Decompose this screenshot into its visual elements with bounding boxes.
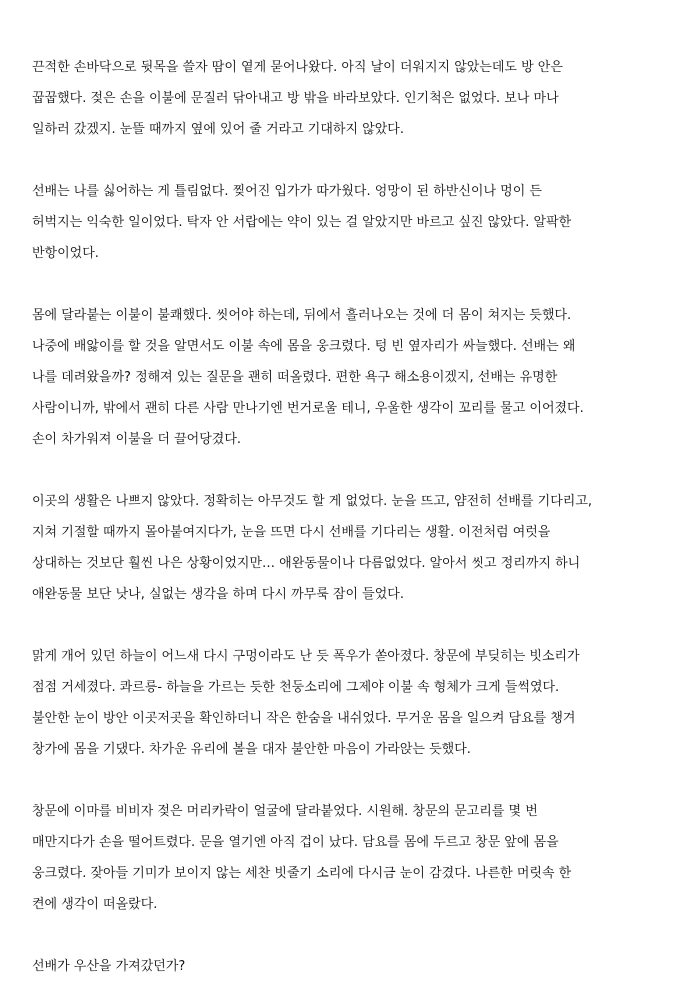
paragraph [32, 176, 682, 269]
text-line: 점점 거세졌다. 콰르릉- 하늘을 가르는 듯한 천둥소리에 그제야 이불 속 형체가 크게 들썩였다. [32, 680, 560, 695]
paragraph [32, 796, 682, 920]
text-line: 몸에 달라붙는 이불이 불쾌했다. 씻어야 하는데, 뒤에서 흘러나오는 것에 더 몸이 쳐지는 듯했다. [32, 308, 572, 323]
text-line: 애완동물 보단 낫나, 실없는 생각을 하며 다시 까무룩 잠이 들었다. [32, 587, 404, 602]
text-line: 지쳐 기절할 때까지 몰아붙여지다가, 눈을 뜨면 다시 선배를 기다리는 생활. 이전처럼 여럿을 [32, 525, 551, 540]
text-line: 허벅지는 익숙한 일이었다. 탁자 안 서랍에는 약이 있는 걸 알았지만 바르고 싶진 않았다. 알팍한 [32, 215, 572, 230]
text-line: 손이 차가워져 이불을 더 끌어당겼다. [32, 432, 242, 447]
text-line: 선배가 우산을 가져갔던가? [32, 959, 186, 974]
text-line: 매만지다가 손을 떨어트렸다. 문을 열기엔 아직 겁이 났다. 담요를 몸에 두르고 창문 앞에 몸을 [32, 835, 559, 850]
text-line: 창문에 이마를 비비자 젖은 머리카락이 얼굴에 달라붙었다. 시원해. 창문의 문고리를 몇 번 [32, 804, 538, 819]
paragraph [32, 52, 682, 145]
paragraph [32, 641, 682, 765]
text-line: 불안한 눈이 방안 이곳저곳을 확인하더니 작은 한숨을 내쉬었다. 무거운 몸을 일으켜 담요를 챙겨 [32, 711, 576, 726]
paragraph [32, 300, 682, 455]
text-line: 끈적한 손바닥으로 뒷목을 쓸자 땀이 옅게 묻어나왔다. 아직 날이 더워지지 않았는데도 방 안은 [32, 60, 563, 75]
text-line: 사람이니까, 밖에서 괜히 다른 사람 만나기엔 번거로울 테니, 우울한 생각이 꼬리를 물고 이어졌다. [32, 401, 584, 416]
paragraph [32, 486, 682, 610]
text-line: 꿉꿉했다. 젖은 손을 이불에 문질러 닦아내고 방 밖을 바라보았다. 인기척은 없었다. 보나 마나 [32, 91, 559, 106]
text-line: 웅크렸다. 잦아들 기미가 보이지 않는 세찬 빗줄기 소리에 다시금 눈이 감겼다. 나른한 머릿속 한 [32, 866, 572, 881]
text-line: 나중에 배앓이를 할 것을 알면서도 이불 속에 몸을 웅크렸다. 텅 빈 옆자리가 싸늘했다. 선배는 왜 [32, 339, 576, 354]
text-line: 선배는 나를 싫어하는 게 틀림없다. 찢어진 입가가 따가웠다. 엉망이 된 하반신이나 멍이 든 [32, 184, 542, 199]
text-line: 나를 데려왔을까? 정해져 있는 질문을 괜히 떠올렸다. 편한 욕구 해소용이겠지, 선배는 유명한 [32, 370, 558, 385]
text-line: 켠에 생각이 떠올랐다. [32, 897, 158, 912]
text-line: 맑게 개어 있던 하늘이 어느새 다시 구멍이라도 난 듯 폭우가 쏟아졌다. 창문에 부딪히는 빗소리가 [32, 649, 580, 664]
text-line: 상대하는 것보단 훨씬 나은 상황이었지만… 애완동물이나 다름없었다. 알아서 씻고 정리까지 하니 [32, 556, 581, 571]
text-line: 일하러 갔겠지. 눈뜰 때까지 옆에 있어 줄 거라고 기대하지 않았다. [32, 122, 404, 137]
paragraph [32, 951, 682, 982]
story-text [32, 52, 682, 982]
text-line: 이곳의 생활은 나쁘지 않았다. 정확히는 아무것도 할 게 없었다. 눈을 뜨고, 얌전히 선배를 기다리고, [32, 494, 593, 509]
text-line: 창가에 몸을 기댔다. 차가운 유리에 볼을 대자 불안한 마음이 가라앉는 듯했다. [32, 742, 471, 757]
text-line: 반항이었다. [32, 246, 99, 261]
